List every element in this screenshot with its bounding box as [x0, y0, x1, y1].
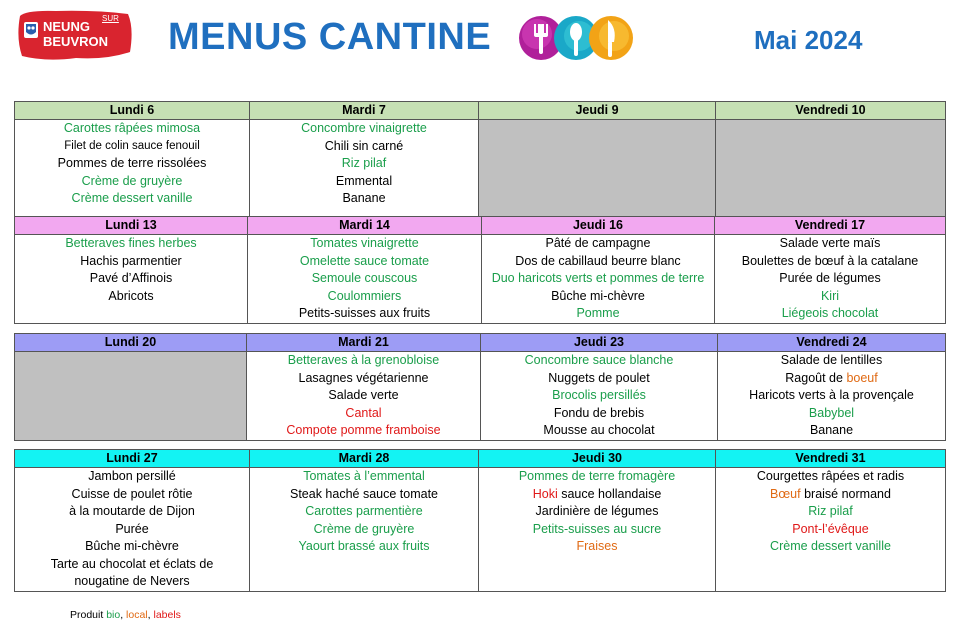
legend-sep: ,: [120, 609, 127, 621]
menu-item: Crème de gruyère: [313, 521, 415, 536]
menu-item-part: Ragoût de: [785, 370, 847, 385]
menu-item: Lasagnes végétarienne: [298, 370, 429, 385]
logo-text-beuvron: BEUVRON: [43, 34, 109, 49]
menu-item: Purée de légumes: [779, 271, 881, 285]
day-menu: [479, 468, 716, 592]
day-header: Jeudi 23: [481, 334, 718, 352]
day-menu: [715, 235, 946, 324]
menu-item: Banane: [809, 423, 854, 437]
menu-item: Salade de lentilles: [780, 353, 883, 367]
day-menu: [247, 352, 481, 441]
week-menu-row: [15, 352, 946, 441]
menu-item: Brocolis persillés: [552, 388, 646, 402]
day-header: Lundi 6: [15, 102, 250, 120]
menu-item: Betteraves à la grenobloise: [287, 353, 440, 367]
menu-item: Petits-suisses aux fruits: [298, 306, 431, 320]
day-header: Mardi 21: [247, 334, 481, 352]
day-closed-cell: [15, 352, 247, 441]
menu-item: Jardinière de légumes: [535, 504, 659, 518]
week-table-4: [14, 449, 946, 592]
menu-item: Semoule couscous: [311, 271, 418, 285]
menu-item: Tarte au chocolat et éclats de: [50, 556, 214, 571]
menu-item: Salade verte: [328, 388, 399, 402]
week-header-row: [15, 334, 946, 352]
menu-item: Cantal: [345, 405, 382, 420]
menu-item: Dos de cabillaud beurre blanc: [515, 253, 681, 268]
menu-item-part: Hoki: [532, 486, 558, 501]
menu-item: Fraises: [576, 539, 618, 553]
day-header: Mardi 14: [248, 217, 482, 235]
menu-item: Babybel: [808, 405, 855, 420]
day-closed-cell: [479, 120, 716, 225]
menu-item: [479, 486, 715, 504]
day-header: Lundi 20: [15, 334, 247, 352]
town-logo: [16, 8, 134, 62]
day-menu: [482, 235, 715, 324]
day-closed-cell: [716, 120, 946, 225]
menu-item: [716, 486, 945, 504]
menu-item: Chili sin carné: [324, 138, 404, 153]
menu-item: Nuggets de poulet: [548, 370, 650, 385]
menu-item: Duo haricots verts et pommes de terre: [491, 271, 705, 285]
week-header-row: [15, 217, 946, 235]
legend-labels: labels: [153, 609, 181, 621]
day-header: Vendredi 17: [715, 217, 946, 235]
menu-item: Petits-suisses au sucre: [532, 521, 662, 536]
menu-item: Riz pilaf: [341, 156, 387, 170]
cutlery-icons: [517, 14, 635, 62]
menu-item-part: sauce hollandaise: [557, 486, 662, 501]
week-header-row: [15, 102, 946, 120]
day-header: Vendredi 24: [718, 334, 946, 352]
menu-item: Carottes parmentière: [305, 504, 423, 518]
week-menu-row: [15, 120, 946, 225]
menu-item: Kiri: [820, 288, 840, 303]
menu-item: Pâté de campagne: [545, 236, 651, 250]
menu-item: Banane: [342, 191, 386, 205]
day-menu: [481, 352, 718, 441]
logo-text-neung: NEUNG: [43, 19, 90, 34]
week-menu-row: [15, 235, 946, 324]
menu-item: Concombre sauce blanche: [524, 353, 674, 367]
menu-item: Tomates vinaigrette: [310, 236, 419, 250]
menu-item: Salade verte maïs: [779, 236, 881, 250]
menu-item: Emmental: [335, 173, 393, 188]
day-menu: [15, 468, 250, 592]
day-menu: [250, 120, 479, 225]
menu-item: nougatine de Nevers: [74, 574, 190, 588]
menu-item: Hachis parmentier: [80, 253, 182, 268]
day-header: Lundi 27: [15, 450, 250, 468]
legend-prefix: Produit: [70, 609, 107, 621]
menu-item: Steak haché sauce tomate: [289, 486, 438, 501]
week-table-3: [14, 333, 946, 441]
day-header: Vendredi 31: [716, 450, 946, 468]
day-header: Mardi 7: [250, 102, 479, 120]
day-header: Jeudi 9: [479, 102, 716, 120]
legend-sep: ,: [147, 609, 154, 621]
day-header: Mardi 28: [250, 450, 479, 468]
menu-item: Riz pilaf: [808, 504, 853, 518]
menu-item: à la moutarde de Dijon: [69, 504, 195, 518]
day-header: Lundi 13: [15, 217, 248, 235]
legend: [70, 609, 181, 621]
menu-item: Bûche mi-chèvre: [85, 539, 179, 553]
menu-item: Pommes de terre rissolées: [57, 156, 207, 170]
menu-item: Courgettes râpées et radis: [756, 469, 905, 483]
menu-item: Boulettes de bœuf à la catalane: [741, 253, 919, 268]
menu-item: Filet de colin sauce fenouil: [64, 139, 200, 152]
menu-item-part: braisé normand: [800, 486, 891, 501]
day-menu: [15, 120, 250, 225]
menu-item: Betteraves fines herbes: [65, 236, 197, 250]
legend-local: local: [126, 609, 148, 621]
menu-item: Mousse au chocolat: [543, 423, 655, 437]
menu-item: Haricots verts à la provençale: [749, 388, 914, 402]
day-header: Jeudi 16: [482, 217, 715, 235]
menu-item: Jambon persillé: [88, 469, 176, 483]
menu-item: Tomates à l’emmental: [303, 469, 425, 483]
menu-item: Bûche mi-chèvre: [551, 288, 645, 303]
day-menu: [250, 468, 479, 592]
menu-item: Pavé d’Affinois: [89, 271, 173, 285]
week-table-2: [14, 216, 946, 324]
week-header-row: [15, 450, 946, 468]
menu-item-part: Bœuf: [770, 486, 801, 501]
menu-item: Crème dessert vanille: [770, 539, 891, 553]
menu-item: Fondu de brebis: [553, 405, 645, 420]
menu-item: Cuisse de poulet rôtie: [71, 486, 193, 501]
day-header: Vendredi 10: [716, 102, 946, 120]
menu-item: Liégeois chocolat: [781, 306, 879, 320]
menu-item: Pommes de terre fromagère: [518, 469, 676, 483]
menu-item: Concombre vinaigrette: [301, 121, 427, 135]
menu-item: Compote pomme framboise: [286, 423, 441, 437]
menu-item-part: boeuf: [846, 370, 878, 385]
menu-item: Omelette sauce tomate: [299, 253, 430, 268]
menu-item: [718, 370, 945, 388]
menu-item: Coulommiers: [327, 288, 402, 303]
day-menu: [716, 468, 946, 592]
day-header: Jeudi 30: [479, 450, 716, 468]
menu-item: Yaourt brassé aux fruits: [298, 539, 430, 553]
menu-item: Crème de gruyère: [81, 173, 183, 188]
day-menu: [15, 235, 248, 324]
week-menu-row: [15, 468, 946, 592]
menu-item: Crème dessert vanille: [71, 191, 193, 205]
menu-item: Carottes râpées mimosa: [63, 121, 201, 135]
menu-item: Purée: [115, 521, 149, 536]
week-table-1: [14, 101, 946, 225]
day-menu: [718, 352, 946, 441]
page-title: MENUS CANTINE: [168, 16, 492, 58]
knife-icon: [589, 16, 633, 60]
logo-text-sur: SUR: [102, 14, 119, 23]
day-menu: [248, 235, 482, 324]
menu-item: Pont-l’évêque: [792, 521, 869, 536]
menu-item: Abricots: [108, 288, 154, 303]
month-label: Mai 2024: [754, 25, 863, 55]
legend-bio: bio: [106, 609, 121, 621]
menu-item: Pomme: [576, 306, 620, 320]
